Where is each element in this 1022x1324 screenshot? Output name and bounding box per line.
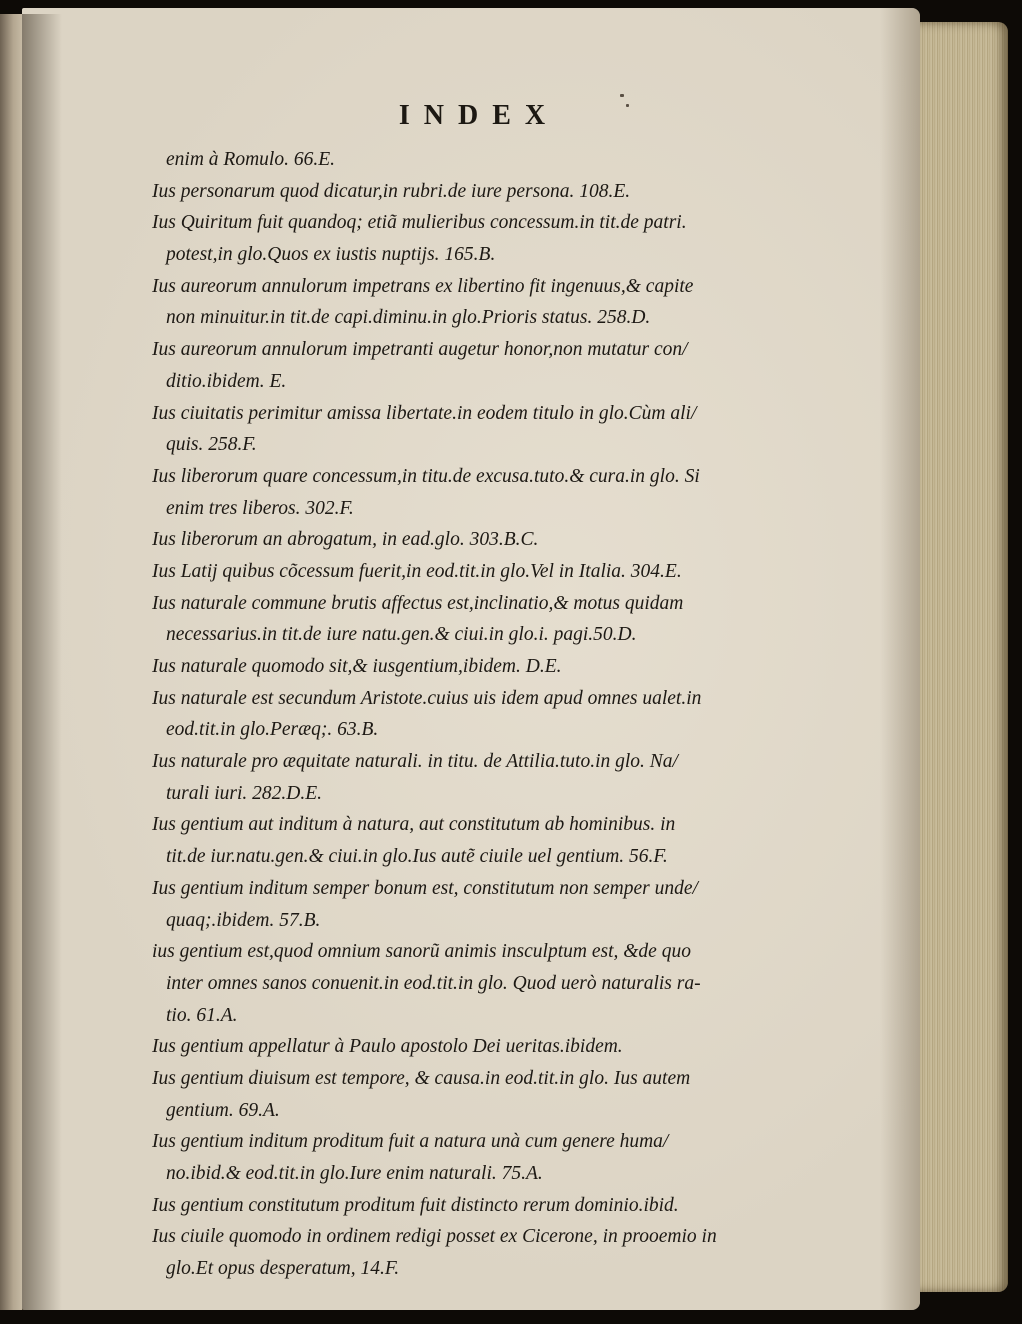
index-entry: Ius gentium constitutum proditum fuit distincto rerum dominio.ibid. xyxy=(152,1194,679,1216)
page-right-shadow xyxy=(880,8,920,1310)
ink-fleck xyxy=(626,104,629,107)
index-entry-continuation: gentium. 69.A. xyxy=(166,1099,280,1121)
index-entry: Ius naturale pro æquitate naturali. in titu. de Attilia.tuto.in glo. Na/ xyxy=(152,751,678,773)
index-entry: Ius liberorum an abrogatum, in ead.glo. 303.B.C. xyxy=(152,529,539,551)
index-entry: Ius naturale quomodo sit,& iusgentium,ibidem. D.E. xyxy=(152,656,562,677)
index-entry-continuation: quaq;.ibidem. 57.B. xyxy=(166,909,321,931)
index-entry-continuation: tio. 61.A. xyxy=(166,1004,238,1026)
index-entry: Ius Quiritum fuit quandoq; etiã mulieribus concessum.in tit.de patri. xyxy=(152,212,687,234)
ink-fleck xyxy=(620,94,624,97)
book-page xyxy=(22,8,920,1310)
index-entry-continuation: inter omnes sanos conuenit.in eod.tit.in glo. Quod uerò naturalis ra- xyxy=(166,972,701,994)
index-entry: Ius Latij quibus cõcessum fuerit,in eod.tit.in glo.Vel in Italia. 304.E. xyxy=(152,560,682,582)
index-entry: Ius gentium appellatur à Paulo apostolo Dei ueritas.ibidem. xyxy=(152,1036,623,1058)
index-entry: Ius aureorum annulorum impetranti augetur honor,non mutatur con/ xyxy=(152,339,688,361)
index-entry-continuation: enim à Romulo. 66.E. xyxy=(166,149,335,170)
index-entries xyxy=(152,144,742,1285)
gutter-shadow xyxy=(22,14,62,1310)
index-entry: ius gentium est,quod omnium sanorũ animis insculptum est, &de quo xyxy=(152,941,691,963)
index-entry-continuation: enim tres liberos. 302.F. xyxy=(166,497,354,519)
index-entry-continuation: eod.tit.in glo.Peræq;. 63.B. xyxy=(166,719,379,741)
index-entry: Ius aureorum annulorum impetrans ex libertino fit ingenuus,& capite xyxy=(152,275,694,297)
index-entry-continuation: turali iuri. 282.D.E. xyxy=(166,782,323,804)
book-page-edges xyxy=(918,22,1008,1292)
left-page-edge xyxy=(0,14,23,1310)
index-entry-continuation: potest,in glo.Quos ex iustis nuptijs. 165.B. xyxy=(166,244,496,266)
index-entry: Ius ciuitatis perimitur amissa libertate.in eodem titulo in glo.Cùm ali/ xyxy=(152,402,697,424)
running-head: INDEX xyxy=(398,100,560,131)
index-entry-continuation: tit.de iur.natu.gen.& ciui.in glo.Ius autẽ ciuile uel gentium. 56.F. xyxy=(166,846,668,868)
index-entry-continuation: glo.Et opus desperatum, 14.F. xyxy=(166,1258,400,1280)
index-entry: Ius gentium aut inditum à natura, aut constitutum ab hominibus. in xyxy=(152,814,676,836)
index-entry-continuation: no.ibid.& eod.tit.in glo.Iure enim naturali. 75.A. xyxy=(166,1163,543,1184)
index-entry: Ius personarum quod dicatur,in rubri.de iure persona. 108.E. xyxy=(152,180,631,202)
index-entry: Ius ciuile quomodo in ordinem redigi posset ex Cicerone, in prooemio in xyxy=(152,1226,717,1248)
index-entry: Ius naturale commune brutis affectus est,inclinatio,& motus quidam xyxy=(152,592,684,614)
index-entry: Ius liberorum quare concessum,in titu.de excusa.tuto.& cura.in glo. Si xyxy=(152,465,700,487)
index-entry-continuation: quis. 258.F. xyxy=(166,434,257,456)
index-entry: Ius naturale est secundum Aristote.cuius uis idem apud omnes ualet.in xyxy=(152,687,702,709)
index-entry-continuation: necessarius.in tit.de iure natu.gen.& ciui.in glo.i. pagi.50.D. xyxy=(166,624,637,646)
index-entry: Ius gentium inditum semper bonum est, constitutum non semper unde/ xyxy=(152,877,698,899)
index-entry-continuation: ditio.ibidem. E. xyxy=(166,370,287,392)
index-entry-continuation: non minuitur.in tit.de capi.diminu.in glo.Prioris status. 258.D. xyxy=(166,307,651,329)
index-entry: Ius gentium inditum proditum fuit a natura unà cum genere huma/ xyxy=(152,1131,669,1153)
index-entry: Ius gentium diuisum est tempore, & causa.in eod.tit.in glo. Ius autem xyxy=(152,1067,691,1089)
